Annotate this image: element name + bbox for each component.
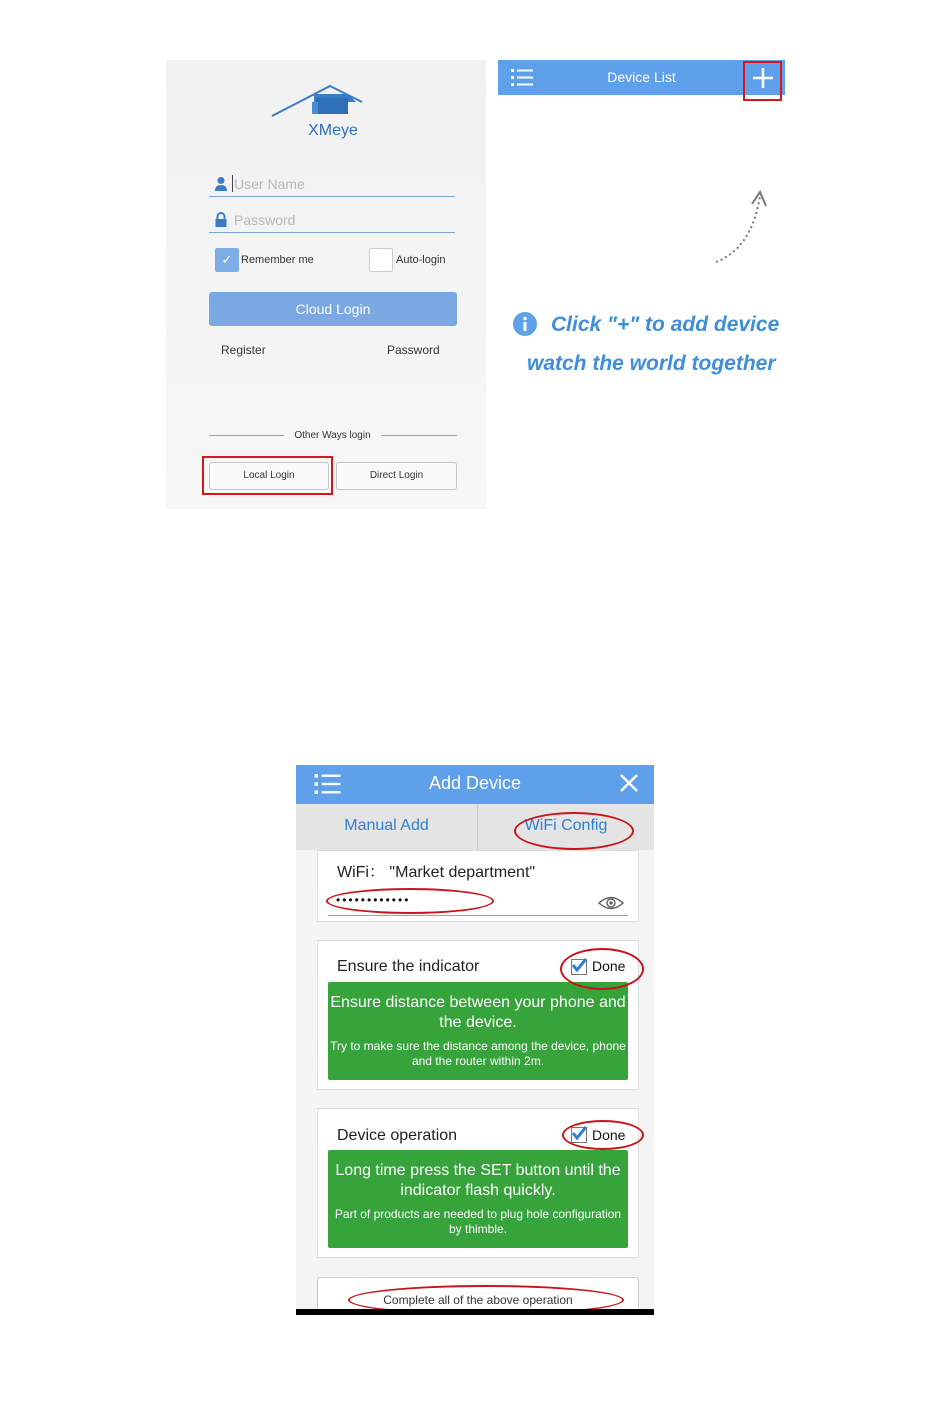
indicator-instruction-detail: Try to make sure the distance among the device, phone and the router within 2m. [330, 1039, 626, 1068]
annotation-circle-wifi-tab [514, 812, 634, 850]
indicator-card-title: Ensure the indicator [337, 958, 480, 975]
remember-me-label: Remember me [241, 254, 314, 266]
tab-wifi-config[interactable]: WiFi Config [478, 804, 654, 850]
add-device-screen [296, 765, 654, 1315]
annotation-highlight-plus [743, 61, 782, 101]
divider-left [209, 435, 284, 436]
username-field[interactable] [209, 174, 455, 197]
device-list-screen [498, 60, 785, 509]
indicator-instruction-main: Ensure distance between your phone and the device. [330, 994, 626, 1031]
annotation-highlight-local-login [202, 456, 333, 495]
user-icon [214, 176, 228, 192]
auto-login-checkbox[interactable] [369, 248, 393, 272]
operation-instruction-main: Long time press the SET button until the indicator flash quickly. [335, 1162, 621, 1199]
annotation-circle-done-1 [560, 948, 644, 990]
wifi-name: WiFi： "Market department" [337, 864, 536, 881]
bottom-edge-bar [296, 1309, 654, 1315]
remember-me-checkbox[interactable]: ✓ [215, 248, 239, 272]
direct-login-button[interactable]: Direct Login [336, 462, 457, 490]
password-placeholder: Password [234, 212, 296, 228]
annotation-circle-password [326, 888, 494, 914]
text-caret [232, 175, 233, 192]
cloud-login-button[interactable]: Cloud Login [209, 292, 457, 326]
operation-instruction-panel [328, 1150, 628, 1248]
operation-done-label[interactable]: Done [592, 1127, 626, 1143]
register-link[interactable]: Register [221, 343, 266, 357]
close-icon[interactable] [618, 772, 640, 794]
operation-instruction-detail: Part of products are needed to plug hole configuration by thimble. [334, 1207, 622, 1236]
device-operation-title: Device operation [337, 1127, 458, 1144]
tab-manual-add[interactable]: Manual Add [296, 804, 478, 850]
auto-login-label: Auto-login [396, 254, 446, 266]
indicator-instruction-panel [328, 982, 628, 1080]
hint-line-1: Click "+" to add device [551, 313, 780, 336]
add-device-title: Add Device [428, 773, 522, 793]
hint-line-2: watch the world together [527, 352, 776, 375]
device-list-title: Device List [607, 69, 676, 85]
lock-icon [214, 212, 228, 228]
app-name: XMeye [308, 122, 358, 139]
username-placeholder: User Name [234, 176, 305, 192]
dotted-arrow-icon [712, 188, 772, 266]
annotation-circle-done-2 [562, 1120, 644, 1150]
local-login-button[interactable]: Local Login [209, 462, 329, 490]
indicator-done-label[interactable]: Done [592, 958, 626, 974]
divider-right [381, 435, 457, 436]
eye-icon[interactable] [598, 895, 624, 911]
house-logo-icon [270, 82, 364, 118]
forgot-password-link[interactable]: Password [387, 343, 440, 357]
info-icon [512, 311, 538, 337]
login-screen [166, 60, 486, 509]
password-dots: •••••••••••• [336, 893, 411, 907]
complete-button-label: Complete all of the above operation [383, 1293, 573, 1307]
other-ways-label: Other Ways login [294, 430, 371, 441]
password-field[interactable] [209, 210, 455, 233]
